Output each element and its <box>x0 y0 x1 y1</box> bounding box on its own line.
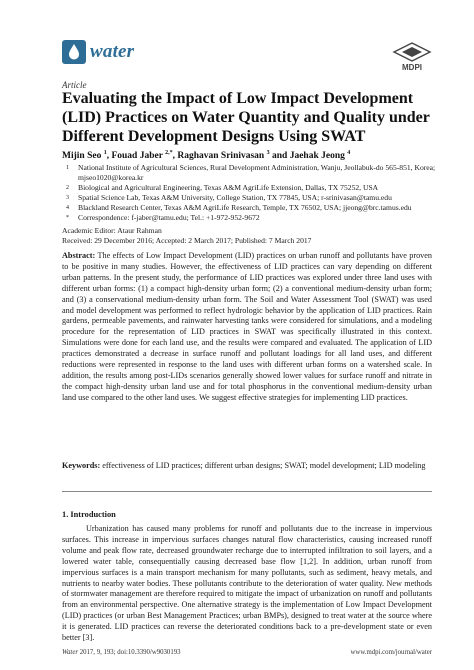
author-list: Mijin Seo $^1$, Fouad Jaber $^{2,*}$, Raghavan Srinivasan $^3$ and Jaehak Jeong $^4$ <box>62 150 351 162</box>
author-text: Mijin Seo <box>62 151 102 162</box>
keywords <box>62 461 432 472</box>
affiliation-item <box>62 193 442 203</box>
author-text: Jaehak Jeong <box>289 151 345 162</box>
abstract <box>62 251 432 404</box>
footer-doi: 2017, 9, 193; doi:10.3390/w9030193 <box>79 649 181 656</box>
author-affil-mark: 4 <box>347 150 351 156</box>
academic-editor: Academic Editor: Ataur Rahman <box>62 226 162 235</box>
editorial-info <box>62 226 311 246</box>
abstract-text: The effects of Low Impact Development (LID) practices on urban runoff and pollutants have proven to be positive in many studies. However, the effectiveness of LID practices can vary depending on different urban patterns. In the present study, the performance of LID practices was explored under three land uses with different urban forms: (1) a compact high-density urban form; (2) a conventional medium-density urban form; and (3) a conservational medium-density urban form. The Soil and Water Assessment Tool (SWAT) was used and model development was performed to reflect hydrologic behavior by the application of LID practices. Rain gardens, permeable pavements, and rainwater harvesting tanks were considered for simulations, and a modeling procedure for the representation of LID practices in SWAT was specifically illustrated in this context. Simulations were done for each land use, and the results were compared and evaluated. The application of LID practices demonstrated a decrease in surface runoff and pollutant loadings for all land uses, and different reductions were represented in response to the land uses with different urban forms on a watershed scale. In addition, the results among post-LIDs scenarios generally showed lower values for surface runoff and nitrate in the compact high-density urban land use and for total phosphorus in the conventional medium-density urban land use compared to the other land uses. We suggest effective strategies for implementing LID practices. <box>62 251 433 402</box>
publisher-name: MDPI <box>402 63 422 72</box>
author-name <box>111 151 172 161</box>
water-drop-icon <box>62 40 86 64</box>
journal-url-link[interactable]: www.mdpi.com/journal/water <box>350 649 432 656</box>
affiliation-text: National Institute of Agricultural Sciences, Rural Development Administration, Wanju, Jeollabuk-do 565-851, Korea; mjseo1020@korea.kr <box>78 163 436 182</box>
author-name <box>290 151 351 161</box>
abstract-label: Abstract: <box>62 251 96 260</box>
intro-text: . <box>92 633 95 643</box>
author-name <box>177 151 269 161</box>
section-divider <box>62 491 432 492</box>
journal-header <box>62 40 434 72</box>
affiliation-mark: * <box>66 215 69 221</box>
affiliation-item <box>62 183 442 193</box>
intro-text: Urbanization has caused many problems for runoff and pollutants due to the increase in impervious surfaces. This increase in impervious surfaces changes natural flow characteristics, causing increased runoff volume and peak flow rate, decreased groundwater recharge due to interrupted infiltration to soil layers, and a lowered water table, consequentially causing decreased base flow <box>62 524 432 566</box>
article-dates: Received: 29 December 2016; Accepted: 2 March 2017; Published: 7 March 2017 <box>62 236 312 245</box>
section-heading: 1. Introduction <box>62 510 116 519</box>
author-text: Raghavan Srinivasan <box>177 151 265 162</box>
author-text: Fouad Jaber <box>111 151 163 162</box>
affiliation-text: Biological and Agricultural Engineering, Texas A&M AgriLife Extension, Dallas, TX 75252, USA <box>78 183 379 192</box>
affiliation-text: Blackland Research Center, Texas A&M AgriLife Research, Temple, TX 76502, USA; jjeong@brc.tamus.edu <box>78 203 412 212</box>
author-affil-mark: 1 <box>103 150 107 156</box>
affiliation-item <box>62 213 442 223</box>
page-footer <box>62 649 432 656</box>
affiliation-mark: 2 <box>66 185 69 191</box>
affiliation-mark: 3 <box>66 195 69 201</box>
article-title: Evaluating the Impact of Low Impact Development (LID) Practices on Water Quantity and Quality under Different Development Designs Using SWAT <box>62 90 430 145</box>
mdpi-logo-icon <box>390 42 434 62</box>
author-affil-mark: 2,* <box>165 150 173 156</box>
keywords-label: Keywords: <box>62 461 101 470</box>
article-type: Article <box>62 80 87 90</box>
author-name <box>62 151 107 161</box>
affiliation-text: Spatial Science Lab, Texas A&M University, College Station, TX 77845, USA; r-srinivasan@tamu.edu <box>78 193 392 202</box>
journal-name: water <box>90 41 135 62</box>
footer-journal: Water <box>62 649 78 656</box>
introduction-paragraph <box>62 524 432 644</box>
affiliation-item <box>62 163 442 183</box>
affiliation-item <box>62 203 442 213</box>
intro-text: . In addition, urban runoff from impervious surfaces is a main transport mechanism for many pollutants, such as sediment, heavy metals, and nutrients to nearby water bodies. These pollutants contribute to the deterioration of water quality. New methods of stormwater management are therefore required to mitigate the impact of urbanization on runoff and pollutants from an environmental perspective. One alternative strategy is the implementation of Low Impact Development (LID) practices (or urban Best Management Practices; urban BMPs), designed to treat water at the source where it is generated. LID practices can reverse the deteriorated conditions back to a pre-development state or even better <box>62 556 432 643</box>
citation-link[interactable]: [1,2] <box>300 556 316 566</box>
footer-citation <box>62 649 181 656</box>
affiliation-mark: 4 <box>66 205 69 211</box>
keywords-text: effectiveness of LID practices; different urban designs; SWAT; model development; LID modeling <box>102 461 426 470</box>
citation-link[interactable]: [3] <box>82 633 93 643</box>
affiliation-text: Correspondence: f-jaber@tamu.edu; Tel.: +1-972-952-9672 <box>78 213 260 222</box>
affiliation-mark: 1 <box>66 165 69 171</box>
affiliations <box>62 163 442 223</box>
author-affil-mark: 3 <box>266 150 270 156</box>
